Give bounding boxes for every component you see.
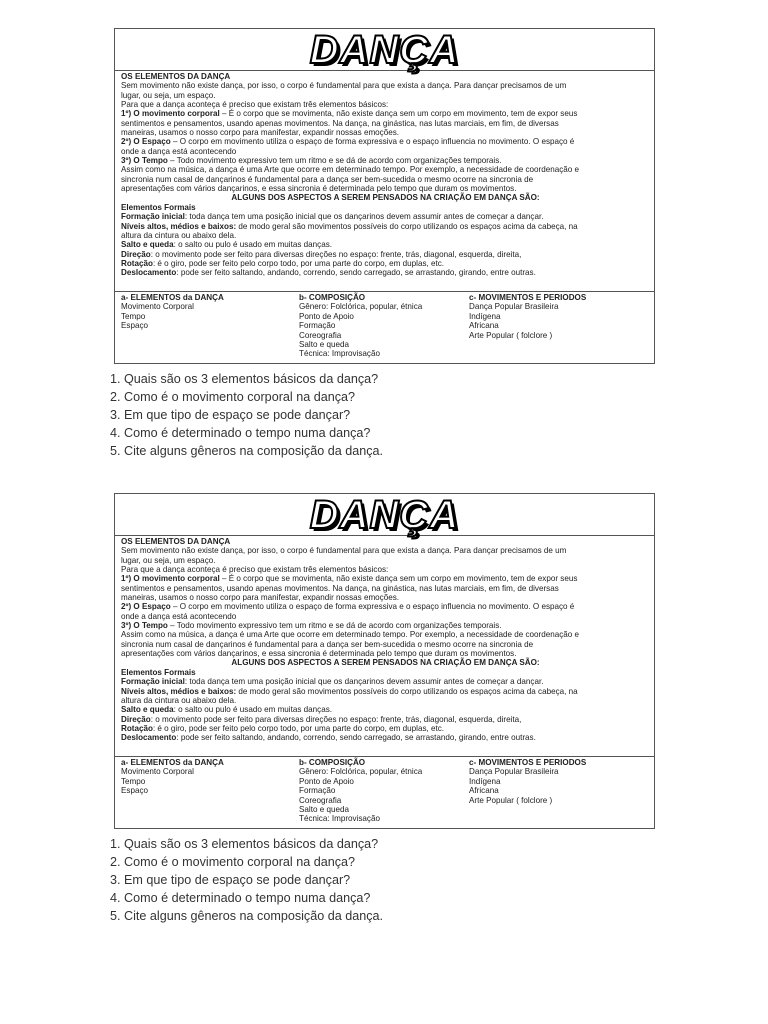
time-paragraph	[121, 621, 650, 630]
music-text: sincronia num casal de dançarinos é fundamental para a dança ser bem-sucedida o mesmo ocorre na sincronia de	[121, 174, 534, 184]
column-item: Técnica: Improvisação	[299, 814, 380, 824]
rotation-text: : é o giro, pode ser feito pelo corpo todo, por uma parte do corpo, em duplas, etc.	[152, 723, 445, 733]
section-heading: OS ELEMENTOS DA DANÇA	[121, 72, 231, 81]
column-header: b- COMPOSIÇÃO	[299, 758, 366, 767]
title-band	[115, 29, 654, 71]
rotation-line	[121, 259, 650, 268]
rotation-line	[121, 724, 650, 733]
column-item: Coreografia	[299, 330, 342, 340]
column-item: Indígena	[469, 776, 501, 786]
rotation-label: Rotação	[121, 723, 153, 733]
rotation-text: : é o giro, pode ser feito pelo corpo todo, por uma parte do corpo, em duplas, etc.	[152, 258, 445, 268]
column-item: Arte Popular ( folclore )	[469, 795, 553, 805]
column-item: Arte Popular ( folclore )	[469, 330, 553, 340]
card-body	[115, 536, 654, 756]
column-item: Gênero: Folclórica, popular, étnica	[299, 302, 423, 312]
summary-columns	[115, 756, 654, 824]
column-header: b- COMPOSIÇÃO	[299, 293, 366, 302]
title-band	[115, 494, 654, 536]
intro-line: lugar, ou seja, um espaço.	[121, 555, 216, 565]
movement-label: 1º) O movimento corporal	[121, 109, 220, 119]
levels-text: de modo geral são movimentos possíveis do corpo utilizando os espaços acima da cabeça, na	[236, 221, 578, 231]
jump-label: Salto e queda	[121, 705, 174, 715]
question-item: 5. Cite alguns gêneros na composição da dança.	[110, 443, 384, 458]
movement-text: – É o corpo que se movimenta, não existe dança sem um corpo em movimento, tem de expor seus	[219, 574, 578, 584]
movement-text: maneiras, usamos o nosso corpo para manifestar, expandir nossas emoções.	[121, 593, 400, 603]
time-label: 3º) O Tempo	[121, 621, 168, 631]
levels-label: Níveis altos, médios e baixos:	[121, 686, 237, 696]
jump-line	[121, 705, 650, 714]
column-item: Movimento Corporal	[121, 767, 194, 777]
aspects-heading: ALGUNS DOS ASPECTOS A SEREM PENSADOS NA CRIAÇÃO EM DANÇA SÃO:	[231, 193, 540, 203]
levels-label: Níveis altos, médios e baixos:	[121, 221, 237, 231]
formation-label: Formação inicial	[121, 212, 185, 222]
column-item: Salto e queda	[299, 805, 349, 815]
time-text: – Todo movimento expressivo tem um ritmo e se dá de acordo com organizações temporais.	[167, 621, 502, 631]
time-label: 3º) O Tempo	[121, 156, 168, 166]
direction-text: : o movimento pode ser feito para diversas direções no espaço: frente, trás, diagonal, esquerda, direita,	[150, 714, 522, 724]
question-item: 1. Quais são os 3 elementos básicos da dança?	[110, 372, 379, 386]
music-text: apresentações com vários dançarinos, e essa sincronia é determinada pelo tempo que duram os movimentos.	[121, 184, 517, 194]
question-list-top	[110, 371, 383, 461]
column-header: c- MOVIMENTOS E PERIODOS	[469, 293, 587, 302]
levels-line	[121, 687, 650, 696]
music-text: Assim como na música, a dança é uma Arte que ocorre em determinado tempo. Por exemplo, a necessidade de coordenação e	[121, 165, 579, 175]
column-item: Tempo	[121, 776, 146, 786]
direction-label: Direção	[121, 714, 151, 724]
formation-text: : toda dança tem uma posição inicial que os dançarinos devem assumir antes de começar a dançar.	[184, 212, 544, 222]
column-item: Ponto de Apoio	[299, 776, 354, 786]
movement-text: – É o corpo que se movimenta, não existe dança sem um corpo em movimento, tem de expor seus	[219, 109, 578, 119]
levels-text: altura da cintura ou abaixo dela.	[121, 230, 237, 240]
column-movements	[469, 758, 650, 824]
column-item: Formação	[299, 786, 336, 796]
displacement-label: Deslocamento	[121, 733, 177, 743]
question-item: 2. Como é o movimento corporal na dança?	[110, 389, 356, 404]
column-header: a- ELEMENTOS da DANÇA	[121, 293, 224, 302]
dance-card-top	[114, 28, 655, 364]
column-item: Espaço	[121, 321, 148, 331]
formation-text: : toda dança tem uma posição inicial que os dançarinos devem assumir antes de começar a dançar.	[184, 677, 544, 687]
column-item: Africana	[469, 786, 499, 796]
question-item: 4. Como é determinado o tempo numa dança?	[110, 425, 371, 440]
intro-line: Para que a dança aconteça é preciso que existam três elementos básicos:	[121, 100, 389, 110]
aspects-heading: ALGUNS DOS ASPECTOS A SEREM PENSADOS NA CRIAÇÃO EM DANÇA SÃO:	[231, 658, 540, 668]
movement-text: sentimentos e pensamentos, usando apenas movimentos. Na dança, na ginástica, nas lutas marciais, em fim, de diversas	[121, 118, 559, 128]
levels-text: de modo geral são movimentos possíveis do corpo utilizando os espaços acima da cabeça, na	[236, 686, 578, 696]
time-paragraph	[121, 156, 650, 165]
space-text: – O corpo em movimento utiliza o espaço de forma expressiva e o espaço influencia no movimento. O espaço é	[170, 137, 575, 147]
displacement-label: Deslocamento	[121, 268, 177, 278]
card-body	[115, 71, 654, 291]
column-item: Gênero: Folclórica, popular, étnica	[299, 767, 423, 777]
direction-text: : o movimento pode ser feito para diversas direções no espaço: frente, trás, diagonal, esquerda, direita,	[150, 249, 522, 259]
movement-text: maneiras, usamos o nosso corpo para manifestar, expandir nossas emoções.	[121, 128, 400, 138]
question-item: 4. Como é determinado o tempo numa dança?	[110, 890, 371, 905]
question-item: 1. Quais são os 3 elementos básicos da dança?	[110, 837, 379, 851]
column-item: Dança Popular Brasileira	[469, 767, 559, 777]
displacement-text: : pode ser feito saltando, andando, correndo, sendo carregado, se arrastando, girando, entre outras.	[176, 268, 536, 278]
direction-line	[121, 715, 650, 724]
movement-label: 1º) O movimento corporal	[121, 574, 220, 584]
music-text: apresentações com vários dançarinos, e essa sincronia é determinada pelo tempo que duram os movimentos.	[121, 649, 517, 659]
column-item: Movimento Corporal	[121, 302, 194, 312]
space-paragraph	[121, 602, 650, 611]
dance-card-bottom	[114, 493, 655, 829]
column-item: Tempo	[121, 311, 146, 321]
rotation-label: Rotação	[121, 258, 153, 268]
displacement-text: : pode ser feito saltando, andando, correndo, sendo carregado, se arrastando, girando, entre outras.	[176, 733, 536, 743]
question-item: 3. Em que tipo de espaço se pode dançar?	[110, 407, 351, 422]
column-item: Indígena	[469, 311, 501, 321]
formation-line	[121, 677, 650, 686]
formation-label: Formação inicial	[121, 677, 185, 687]
direction-label: Direção	[121, 249, 151, 259]
formation-line	[121, 212, 650, 221]
space-text: – O corpo em movimento utiliza o espaço de forma expressiva e o espaço influencia no movimento. O espaço é	[170, 602, 575, 612]
section-heading: OS ELEMENTOS DA DANÇA	[121, 537, 231, 546]
space-text: onde a dança está acontecendo	[121, 611, 237, 621]
jump-text: : o salto ou pulo é usado em muitas danças.	[173, 705, 332, 715]
column-movements	[469, 293, 650, 359]
jump-line	[121, 240, 650, 249]
formal-elements-heading: Elementos Formais	[121, 202, 196, 212]
column-item: Espaço	[121, 786, 148, 796]
music-text: Assim como na música, a dança é uma Arte que ocorre em determinado tempo. Por exemplo, a necessidade de coordenação e	[121, 630, 579, 640]
column-elements	[121, 293, 299, 359]
space-label: 2º) O Espaço	[121, 602, 171, 612]
movement-paragraph	[121, 109, 650, 118]
jump-text: : o salto ou pulo é usado em muitas danças.	[173, 240, 332, 250]
column-elements	[121, 758, 299, 824]
levels-line	[121, 222, 650, 231]
column-item: Coreografia	[299, 795, 342, 805]
column-item: Ponto de Apoio	[299, 311, 354, 321]
danca-logo: DANÇA	[309, 27, 460, 72]
column-item: Dança Popular Brasileira	[469, 302, 559, 312]
displacement-line	[121, 733, 650, 742]
intro-line: Sem movimento não existe dança, por isso, o corpo é fundamental para que exista a dança. Para dançar precisamos de um	[121, 546, 567, 556]
question-item: 3. Em que tipo de espaço se pode dançar?	[110, 872, 351, 887]
levels-text: altura da cintura ou abaixo dela.	[121, 695, 237, 705]
intro-line: Sem movimento não existe dança, por isso, o corpo é fundamental para que exista a dança. Para dançar precisamos de um	[121, 81, 567, 91]
column-header: a- ELEMENTOS da DANÇA	[121, 758, 224, 767]
column-composition	[299, 758, 469, 824]
movement-paragraph	[121, 574, 650, 583]
summary-columns	[115, 291, 654, 359]
space-label: 2º) O Espaço	[121, 137, 171, 147]
space-text: onde a dança está acontecendo	[121, 146, 237, 156]
question-list-bottom	[110, 836, 383, 926]
intro-line: lugar, ou seja, um espaço.	[121, 90, 216, 100]
displacement-line	[121, 268, 650, 277]
column-item: Salto e queda	[299, 340, 349, 350]
jump-label: Salto e queda	[121, 240, 174, 250]
space-paragraph	[121, 137, 650, 146]
danca-logo: DANÇA	[309, 492, 460, 537]
column-composition	[299, 293, 469, 359]
column-item: Formação	[299, 321, 336, 331]
column-header: c- MOVIMENTOS E PERIODOS	[469, 758, 587, 767]
music-text: sincronia num casal de dançarinos é fundamental para a dança ser bem-sucedida o mesmo ocorre na sincronia de	[121, 639, 534, 649]
movement-text: sentimentos e pensamentos, usando apenas movimentos. Na dança, na ginástica, nas lutas marciais, em fim, de diversas	[121, 583, 559, 593]
column-item: Técnica: Improvisação	[299, 349, 380, 359]
intro-line: Para que a dança aconteça é preciso que existam três elementos básicos:	[121, 565, 389, 575]
question-item: 2. Como é o movimento corporal na dança?	[110, 854, 356, 869]
column-item: Africana	[469, 321, 499, 331]
question-item: 5. Cite alguns gêneros na composição da dança.	[110, 908, 384, 923]
formal-elements-heading: Elementos Formais	[121, 667, 196, 677]
direction-line	[121, 250, 650, 259]
time-text: – Todo movimento expressivo tem um ritmo e se dá de acordo com organizações temporais.	[167, 156, 502, 166]
